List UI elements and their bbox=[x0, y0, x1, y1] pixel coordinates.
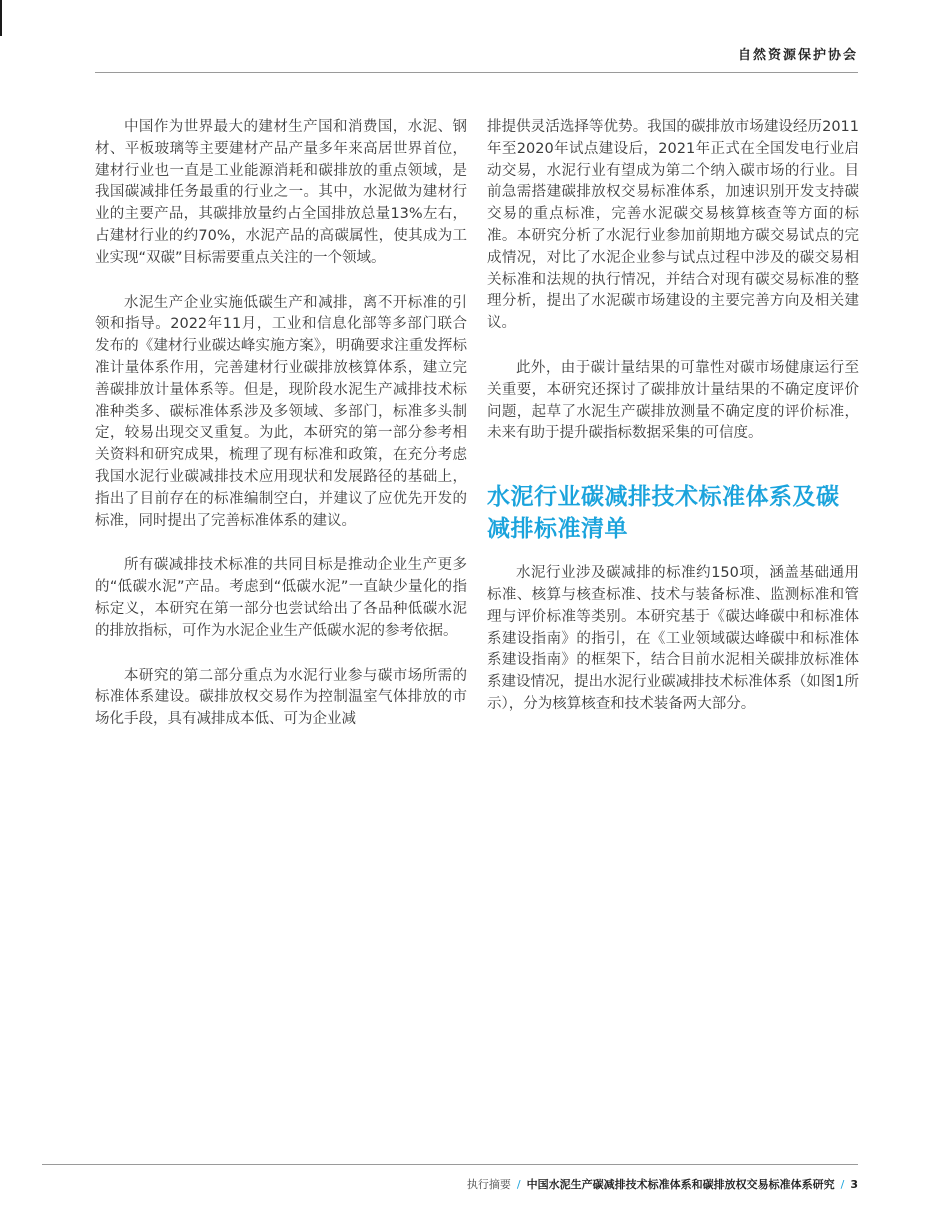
footer-separator: / bbox=[840, 1178, 845, 1191]
org-name: 自然资源保护协会 bbox=[737, 48, 858, 63]
right-column bbox=[487, 117, 859, 739]
left-column bbox=[95, 117, 467, 754]
paragraph: 排提供灵活选择等优势。我国的碳排放市场建设经历2011年至2020年试点建设后，2021年正式在全国发电行业启动交易，水泥行业有望成为第二个纳入碳市场的行业。目前急需搭建碳排放权交易标准体系，加速识别开发支持碳交易的重点标准，完善水泥碳交易核算核查等方面的标准。本研究分析了水泥行业参加前期地方碳交易试点的完成情况，对比了水泥企业参与试点过程中涉及的碳交易相关标准和法规的执行情况，并结合对现有碳交易标准的整理分析，提出了水泥碳市场建设的主要完善方向及相关建议。 bbox=[487, 119, 859, 332]
edge-rule bbox=[0, 0, 2, 36]
footer bbox=[467, 1176, 858, 1192]
paragraph: 水泥生产企业实施低碳生产和减排，离不开标准的引领和指导。2022年11月，工业和信息化部等多部门联合发布的《建材行业碳达峰实施方案》，明确要求注重发挥标准计量体系作用，完善建材行业碳排放核算体系，建立完善碳排放计量体系等。但是，现阶段水泥生产减排技术标准种类多、碳标准体系涉及多领域、多部门，标准多头制定，较易出现交叉重复。为此，本研究的第一部分参考相关资料和研究成果，梳理了现有标准和政策，在充分考虑我国水泥行业碳减排技术应用现状和发展路径的基础上，指出了目前存在的标准编制空白，并建议了应优先开发的标准，同时提出了完善标准体系的建议。 bbox=[95, 294, 467, 529]
header-divider bbox=[95, 72, 858, 73]
paragraph: 本研究的第二部分重点为水泥行业参与碳市场所需的标准体系建设。碳排放权交易作为控制温室气体排放的市场化手段，具有减排成本低、可为企业减 bbox=[95, 667, 467, 728]
page-number: 3 bbox=[850, 1178, 858, 1191]
paragraph: 所有碳减排技术标准的共同目标是推动企业生产更多的“低碳水泥”产品。考虑到“低碳水泥”一直缺少量化的指标定义，本研究在第一部分也尝试给出了各品种低碳水泥的排放指标，可作为水泥企业生产低碳水泥的参考依据。 bbox=[95, 557, 467, 639]
paragraph: 此外，由于碳计量结果的可靠性对碳市场健康运行至关重要，本研究还探讨了碳排放计量结果的不确定度评价问题，起草了水泥生产碳排放测量不确定度的评价标准，未来有助于提升碳指标数据采集的可信度。 bbox=[487, 359, 859, 442]
paragraph: 水泥行业涉及碳减排的标准约150项，涵盖基础通用标准、核算与核查标准、技术与装备标准、监测标准和管理与评价标准等类别。本研究基于《碳达峰碳中和标准体系建设指南》的指引，在《工业领域碳达峰碳中和标准体系建设指南》的框架下，结合目前水泥相关碳排放标准体系建设情况，提出水泥行业碳减排技术标准体系（如图1所示），分为核算核查和技术装备两大部分。 bbox=[487, 565, 859, 712]
footer-report-title: 中国水泥生产碳减排技术标准体系和碳排放权交易标准体系研究 bbox=[526, 1178, 835, 1191]
footer-divider bbox=[42, 1164, 858, 1165]
paragraph: 中国作为世界最大的建材生产国和消费国，水泥、钢材、平板玻璃等主要建材产品产量多年来高居世界首位，建材行业也一直是工业能源消耗和碳排放的重点领域，是我国碳减排任务最重的行业之一。其中，水泥做为建材行业的主要产品，其碳排放量约占全国排放总量13%左右，占建材行业的约70%，水泥产品的高碳属性，使其成为工业实现“双碳”目标需要重点关注的一个领域。 bbox=[95, 119, 467, 266]
footer-section-label: 执行摘要 bbox=[466, 1178, 511, 1191]
footer-separator: / bbox=[516, 1178, 521, 1191]
section-title: 水泥行业碳减排技术标准体系及碳减排标准清单 bbox=[487, 484, 840, 543]
